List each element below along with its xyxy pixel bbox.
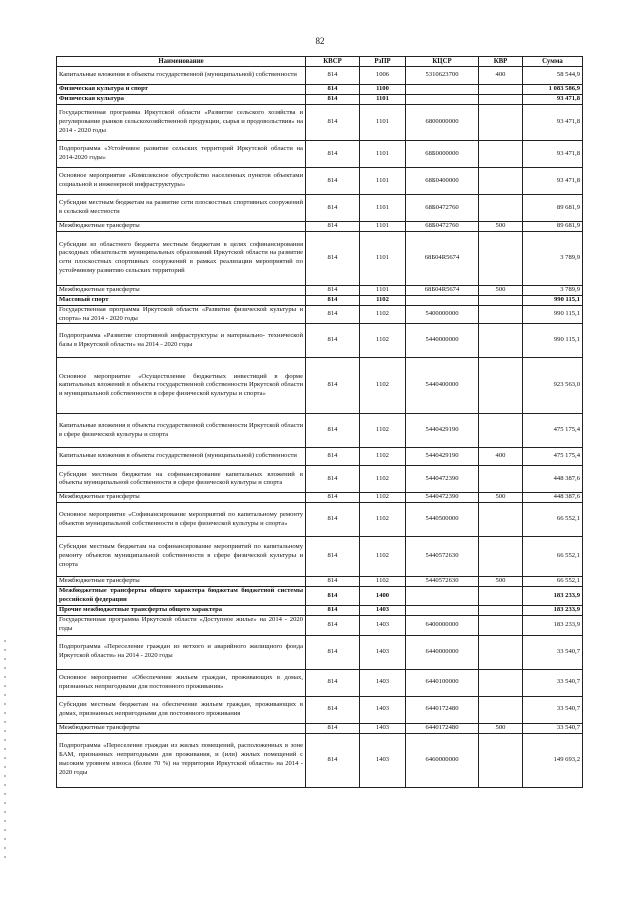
row-kvsr: 814: [306, 635, 360, 669]
table-row: [57, 669, 583, 696]
row-sum: 448 387,6: [523, 466, 583, 493]
col-header-sum: Сумма: [523, 57, 583, 67]
row-kcsr: [406, 295, 479, 305]
table-row: [57, 414, 583, 448]
row-kvr: [479, 733, 523, 787]
row-kcsr: 5440000000: [406, 324, 479, 358]
row-name: Подпрограмма «Устойчивое развитие сельских территорий Иркутской области на 2014-2020 годы»: [57, 140, 306, 167]
row-rzpr: 1102: [360, 466, 406, 493]
row-kvsr: 814: [306, 358, 360, 414]
row-sum: 89 681,9: [523, 221, 583, 231]
row-kvr: [479, 503, 523, 537]
row-kcsr: 5400000000: [406, 305, 479, 324]
row-kcsr: 5440400000: [406, 358, 479, 414]
table-row: [57, 324, 583, 358]
row-kvsr: 814: [306, 85, 360, 95]
row-kcsr: 5440572630: [406, 537, 479, 577]
row-name: Подпрограмма «Переселение граждан из жилых помещений, расположенных в зоне БАМ, признанных непригодными для проживания, и (или) жилых помещений с высоким уровнем износа (более 70 %) на территории Иркутской области» на 2014 - 2020 годы: [57, 733, 306, 787]
row-sum: 3 789,9: [523, 285, 583, 295]
table-row: [57, 615, 583, 635]
scan-edge-marks: [4, 640, 6, 860]
row-kvsr: 814: [306, 669, 360, 696]
row-name: Основное мероприятие «Осуществление бюджетных инвестиций в форме капитальных вложений в объекты государственной собственности Иркутской области и муниципальной собственности в сфере физической культуры и спорта»: [57, 358, 306, 414]
row-name: Физическая культура и спорт: [57, 85, 306, 95]
row-sum: 66 552,1: [523, 537, 583, 577]
row-kvr: 500: [479, 493, 523, 503]
row-kcsr: 6440172480: [406, 696, 479, 723]
col-header-kvsr: КВСР: [306, 57, 360, 67]
row-name: Субсидии местным бюджетам на софинансирование мероприятий по капитальному ремонту объектов муниципальной собственности в сфере физической культуры и спорта: [57, 537, 306, 577]
table-row: [57, 104, 583, 140]
row-kcsr: 5440429190: [406, 414, 479, 448]
row-rzpr: 1403: [360, 615, 406, 635]
row-rzpr: 1101: [360, 221, 406, 231]
row-kvsr: 814: [306, 414, 360, 448]
row-kcsr: 6460000000: [406, 733, 479, 787]
row-kvsr: 814: [306, 324, 360, 358]
row-name: Подпрограмма «Развитие спортивной инфраструктуры и материально- технической базы в Иркутской области» на 2014 - 2020 годы: [57, 324, 306, 358]
col-header-kcsr: КЦСР: [406, 57, 479, 67]
row-kvr: 500: [479, 577, 523, 587]
row-rzpr: 1102: [360, 414, 406, 448]
table-row: [57, 295, 583, 305]
row-kvsr: 814: [306, 723, 360, 733]
table-row: [57, 95, 583, 105]
row-rzpr: 1403: [360, 696, 406, 723]
page-number: 82: [315, 36, 325, 46]
row-sum: 93 471,8: [523, 95, 583, 105]
row-name: Капитальные вложения в объекты государственной (муниципальной) собственности: [57, 448, 306, 466]
row-sum: 66 552,1: [523, 503, 583, 537]
row-kvsr: 814: [306, 615, 360, 635]
row-kvsr: 814: [306, 295, 360, 305]
table-row: [57, 285, 583, 295]
row-kvr: [479, 295, 523, 305]
row-kcsr: 6440100000: [406, 669, 479, 696]
row-kvr: [479, 605, 523, 615]
row-name: Межбюджетные трансферты: [57, 577, 306, 587]
row-sum: 93 471,8: [523, 140, 583, 167]
row-rzpr: 1102: [360, 577, 406, 587]
row-sum: 990 115,1: [523, 305, 583, 324]
row-kvr: [479, 140, 523, 167]
row-kvsr: 814: [306, 167, 360, 194]
col-header-name: Наименование: [57, 57, 306, 67]
row-kvsr: 814: [306, 285, 360, 295]
table-row: [57, 577, 583, 587]
row-kvsr: 814: [306, 503, 360, 537]
row-name: Межбюджетные трансферты общего характера бюджетам бюджетной системы российской федерации: [57, 587, 306, 606]
row-kvsr: 814: [306, 67, 360, 85]
row-rzpr: 1101: [360, 167, 406, 194]
row-kcsr: 6440000000: [406, 635, 479, 669]
table-row: [57, 67, 583, 85]
row-sum: 3 789,9: [523, 231, 583, 285]
table-row: [57, 587, 583, 606]
row-rzpr: 1101: [360, 285, 406, 295]
row-name: Государственная программа Иркутской области «Развитие физической культуры и спорта» на 2014 - 2020 годы: [57, 305, 306, 324]
row-kvr: [479, 414, 523, 448]
row-name: Межбюджетные трансферты: [57, 723, 306, 733]
table-row: [57, 537, 583, 577]
row-rzpr: 1102: [360, 358, 406, 414]
row-rzpr: 1101: [360, 95, 406, 105]
row-name: Субсидии местным бюджетам на развитие сети плоскостных спортивных сооружений в сельской местности: [57, 194, 306, 221]
row-kcsr: [406, 95, 479, 105]
row-kvsr: 814: [306, 587, 360, 606]
table-row: [57, 305, 583, 324]
row-name: Массовый спорт: [57, 295, 306, 305]
row-kvsr: 814: [306, 537, 360, 577]
row-name: Капитальные вложения в объекты государственной (муниципальной) собственности: [57, 67, 306, 85]
row-rzpr: 1403: [360, 635, 406, 669]
row-rzpr: 1101: [360, 231, 406, 285]
row-kvr: [479, 85, 523, 95]
row-kvsr: 814: [306, 733, 360, 787]
row-kcsr: 68Б04R5674: [406, 231, 479, 285]
col-header-kvr: КВР: [479, 57, 523, 67]
row-sum: 66 552,1: [523, 577, 583, 587]
row-name: Подпрограмма «Переселение граждан из ветхого и аварийного жилищного фонда Иркутской области» на 2014 - 2020 годы: [57, 635, 306, 669]
row-kvr: [479, 537, 523, 577]
row-kcsr: 68Б0400000: [406, 167, 479, 194]
table-row: [57, 221, 583, 231]
row-rzpr: 1006: [360, 67, 406, 85]
row-name: Физическая культура: [57, 95, 306, 105]
row-kvr: [479, 95, 523, 105]
row-name: Прочие межбюджетные трансферты общего характера: [57, 605, 306, 615]
row-rzpr: 1101: [360, 140, 406, 167]
row-kcsr: 5310623700: [406, 67, 479, 85]
row-sum: 149 693,2: [523, 733, 583, 787]
row-name: Межбюджетные трансферты: [57, 221, 306, 231]
row-rzpr: 1102: [360, 537, 406, 577]
row-name: Основное мероприятие «Обеспечение жильем граждан, проживающих в домах, признанных непригодными для постоянного проживания»: [57, 669, 306, 696]
row-name: Межбюджетные трансферты: [57, 285, 306, 295]
row-kcsr: 5440429190: [406, 448, 479, 466]
table-row: [57, 466, 583, 493]
row-kcsr: 5440572630: [406, 577, 479, 587]
row-kvsr: 814: [306, 493, 360, 503]
row-sum: 93 471,8: [523, 104, 583, 140]
row-sum: 475 175,4: [523, 414, 583, 448]
row-sum: 33 540,7: [523, 696, 583, 723]
row-kcsr: 5440500000: [406, 503, 479, 537]
row-kvsr: 814: [306, 221, 360, 231]
row-rzpr: 1403: [360, 733, 406, 787]
table-row: [57, 194, 583, 221]
row-kvsr: 814: [306, 605, 360, 615]
row-name: Субсидии из областного бюджета местным бюджетам в целях софинансирования расходных обязательств муниципальных образований Иркутской области на развитие сети плоскостных спортивных сооружений в рамках реализации мероприятий по устойчивому развитию сельских территорий: [57, 231, 306, 285]
row-name: Государственная программа Иркутской области «Развитие сельского хозяйства и регулирование рынков сельскохозяйственной продукции, сырья и продовольствия» на 2014 - 2020 годы: [57, 104, 306, 140]
row-kvr: [479, 194, 523, 221]
table-row: [57, 503, 583, 537]
row-kvr: [479, 466, 523, 493]
table-row: [57, 493, 583, 503]
row-sum: 923 563,0: [523, 358, 583, 414]
col-header-rzpr: РзПР: [360, 57, 406, 67]
row-kvr: [479, 669, 523, 696]
table-row: [57, 358, 583, 414]
table-row: [57, 733, 583, 787]
row-name: Капитальные вложения в объекты государственной собственности Иркутской области в сфере физической культуры и спорта: [57, 414, 306, 448]
row-sum: 33 540,7: [523, 669, 583, 696]
row-sum: 990 115,1: [523, 295, 583, 305]
row-rzpr: 1102: [360, 305, 406, 324]
row-rzpr: 1403: [360, 669, 406, 696]
row-kcsr: 5440472390: [406, 493, 479, 503]
row-rzpr: 1101: [360, 194, 406, 221]
row-kvr: 500: [479, 285, 523, 295]
row-name: Основное мероприятие «Софинансирование мероприятий по капитальному ремонту объектов муниципальной собственности в сфере физической культуры и спорта»: [57, 503, 306, 537]
row-rzpr: 1100: [360, 85, 406, 95]
row-sum: 990 115,1: [523, 324, 583, 358]
row-kvr: [479, 635, 523, 669]
row-kvsr: 814: [306, 231, 360, 285]
row-kcsr: [406, 605, 479, 615]
row-sum: 183 233,9: [523, 605, 583, 615]
row-rzpr: 1403: [360, 605, 406, 615]
row-sum: 1 083 586,9: [523, 85, 583, 95]
table-row: [57, 635, 583, 669]
row-kcsr: 6800000000: [406, 104, 479, 140]
row-kcsr: 68Б0000000: [406, 140, 479, 167]
row-rzpr: 1102: [360, 448, 406, 466]
row-kcsr: [406, 587, 479, 606]
row-kvsr: 814: [306, 104, 360, 140]
row-kvr: [479, 231, 523, 285]
row-rzpr: 1102: [360, 503, 406, 537]
table-row: [57, 448, 583, 466]
table-row: [57, 696, 583, 723]
row-name: Государственная программа Иркутской области «Доступное жилье» на 2014 - 2020 годы: [57, 615, 306, 635]
row-kvr: 400: [479, 67, 523, 85]
row-kvr: [479, 167, 523, 194]
row-kvsr: 814: [306, 466, 360, 493]
row-kvr: [479, 615, 523, 635]
row-kvsr: 814: [306, 577, 360, 587]
row-rzpr: 1102: [360, 324, 406, 358]
row-rzpr: 1101: [360, 104, 406, 140]
row-sum: 89 681,9: [523, 194, 583, 221]
row-kvsr: 814: [306, 305, 360, 324]
row-kcsr: 68Б0472760: [406, 221, 479, 231]
row-name: Субсидии местным бюджетам на софинансирование капитальных вложений в объекты муниципальной собственности в сфере физической культуры и спорта: [57, 466, 306, 493]
row-sum: 475 175,4: [523, 448, 583, 466]
row-kvr: 500: [479, 723, 523, 733]
row-sum: 183 233,9: [523, 587, 583, 606]
row-sum: 448 387,6: [523, 493, 583, 503]
row-kcsr: 6440172480: [406, 723, 479, 733]
row-sum: 183 233,9: [523, 615, 583, 635]
table-row: [57, 231, 583, 285]
table-row: [57, 167, 583, 194]
row-kvsr: 814: [306, 95, 360, 105]
row-sum: 33 540,7: [523, 723, 583, 733]
row-kvr: [479, 358, 523, 414]
row-kvr: [479, 104, 523, 140]
row-kvr: [479, 305, 523, 324]
row-kvr: [479, 324, 523, 358]
row-kvr: [479, 696, 523, 723]
row-kcsr: 5440472390: [406, 466, 479, 493]
table-body: [57, 67, 583, 788]
row-kvsr: 814: [306, 194, 360, 221]
row-kvr: 500: [479, 221, 523, 231]
table-row: [57, 605, 583, 615]
row-rzpr: 1403: [360, 723, 406, 733]
row-kvsr: 814: [306, 140, 360, 167]
row-rzpr: 1400: [360, 587, 406, 606]
table-row: [57, 85, 583, 95]
table-header-row: [57, 57, 583, 67]
row-kvr: [479, 587, 523, 606]
table-row: [57, 723, 583, 733]
table-row: [57, 140, 583, 167]
row-kcsr: [406, 85, 479, 95]
row-sum: 33 540,7: [523, 635, 583, 669]
row-rzpr: 1102: [360, 295, 406, 305]
budget-table: [56, 56, 583, 788]
row-name: Субсидии местным бюджетам на обеспечение жильем граждан, проживающих в домах, признанных непригодными для постоянного проживания: [57, 696, 306, 723]
row-rzpr: 1102: [360, 493, 406, 503]
row-kvr: 400: [479, 448, 523, 466]
row-sum: 93 471,8: [523, 167, 583, 194]
row-kvsr: 814: [306, 696, 360, 723]
row-kvsr: 814: [306, 448, 360, 466]
row-kcsr: 68Б0472760: [406, 194, 479, 221]
row-name: Межбюджетные трансферты: [57, 493, 306, 503]
row-kcsr: 68Б04R5674: [406, 285, 479, 295]
row-sum: 58 544,9: [523, 67, 583, 85]
row-name: Основное мероприятие «Комплексное обустройство населенных пунктов объектами социальной и инженерной инфраструктуры»: [57, 167, 306, 194]
row-kcsr: 6400000000: [406, 615, 479, 635]
